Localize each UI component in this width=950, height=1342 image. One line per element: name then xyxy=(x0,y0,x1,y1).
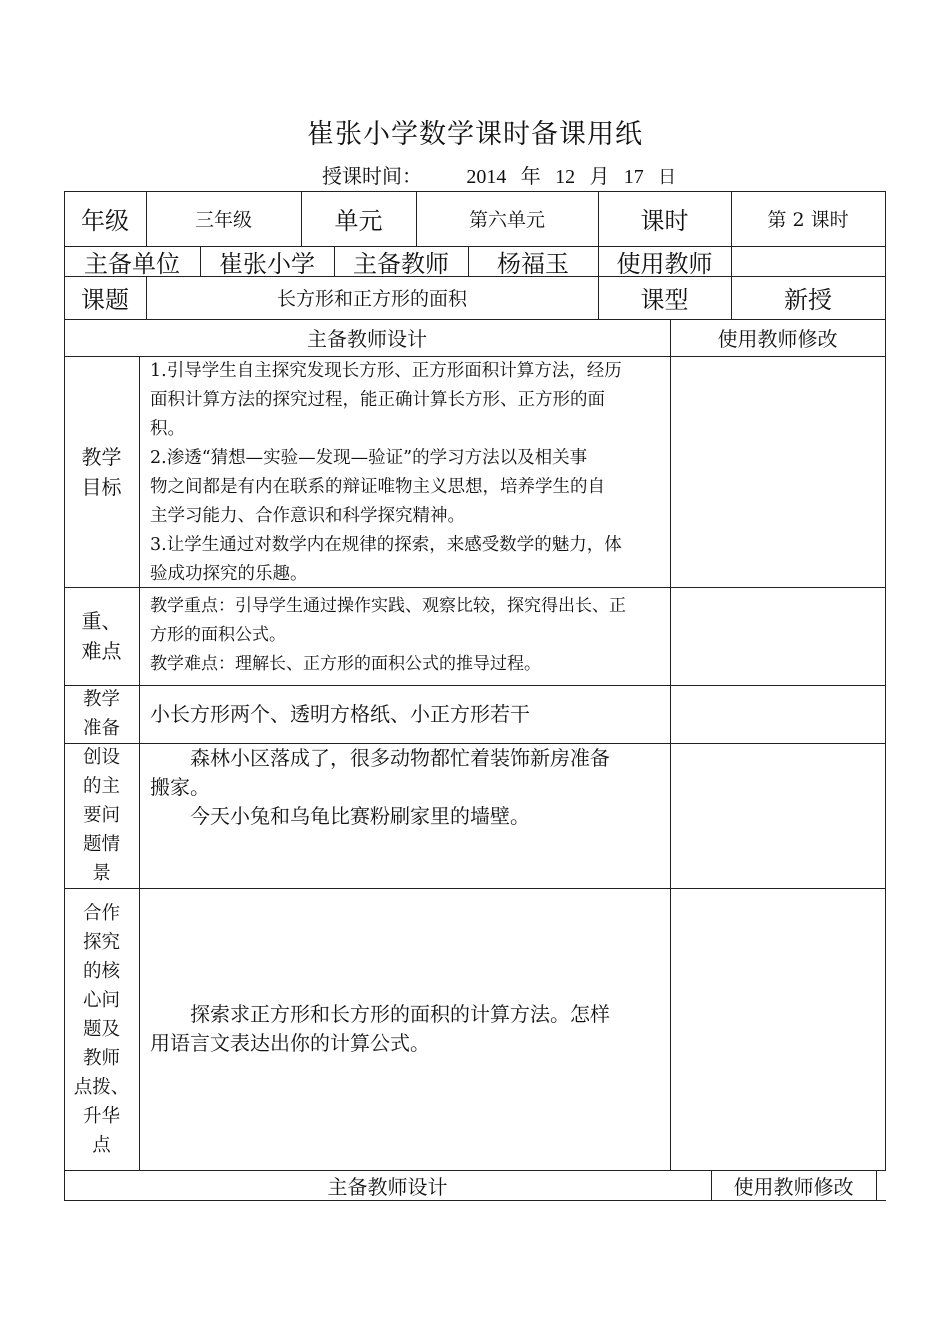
preparation-content: 小长方形两个、透明方格纸、小正方形若干 xyxy=(150,702,530,726)
goals-label: 教学 目标 xyxy=(81,444,122,499)
grade-label: 年级 xyxy=(81,207,129,235)
key-points-content: 教学重点：引导学生通过操作实践、观察比较，探究得出长、正 方形的面积公式。 教学难点：理解长、正方形的面积公式的推导过程。 xyxy=(150,596,626,674)
topic-label: 课题 xyxy=(81,286,129,314)
lesson-type-label: 课型 xyxy=(640,286,689,314)
goals-content: 1.引导学生自主探究发现长方形、正方形面积计算方法，经历 面积计算方法的探究过程，能正确计算长方形、正方形的面 积。 2.渗透“猜想—实验—发现—验证”的学习方法以及相关事 物之间都是有内在联系的辩证唯物主义思想，培养学生的自 主学习能力、合作意识和科学探究精神。 3.让学生通过对数学内在规律的探索，来感受数学的魅力，体 验成功探究的乐趣。 xyxy=(150,361,622,584)
modify-header: 使用教师修改 xyxy=(717,327,838,351)
footer-modify-header: 使用教师修改 xyxy=(733,1174,854,1199)
preparation-label: 教学 准备 xyxy=(82,689,120,739)
page-title: 崔张小学数学课时备课用纸 xyxy=(307,119,643,150)
date-year: 2014 xyxy=(466,166,507,188)
lesson-date xyxy=(322,160,676,189)
design-header: 主备教师设计 xyxy=(307,327,427,351)
date-month-unit: 月 xyxy=(589,164,610,188)
main-teacher-label: 主备教师 xyxy=(353,249,449,278)
footer-design-header: 主备教师设计 xyxy=(327,1174,448,1199)
date-month: 12 xyxy=(555,166,576,188)
date-day-unit: 日 xyxy=(658,167,677,188)
period-label: 课时 xyxy=(640,207,689,235)
period-value: 第 2 课时 xyxy=(767,209,849,231)
main-teacher-value: 杨福玉 xyxy=(497,249,569,278)
grade-value: 三年级 xyxy=(194,209,252,231)
using-teacher-value xyxy=(731,246,885,276)
date-day: 17 xyxy=(623,166,644,188)
scenario-label: 创设 的主 要问 题情 景 xyxy=(82,747,120,884)
main-unit-value: 崔张小学 xyxy=(219,249,315,278)
date-year-unit: 年 xyxy=(520,164,541,188)
main-unit-label: 主备单位 xyxy=(84,249,180,278)
core-question-label: 合作 探究 的核 心问 题及 教师 点拨、 升华 点 xyxy=(73,902,130,1156)
using-teacher-label: 使用教师 xyxy=(616,249,713,278)
key-points-label: 重、 难点 xyxy=(81,609,122,663)
date-label: 授课时间： xyxy=(322,164,422,188)
lesson-type-value: 新授 xyxy=(784,286,832,314)
topic-value: 长方形和正方形的面积 xyxy=(276,288,467,310)
unit-value: 第六单元 xyxy=(468,209,545,231)
scenario-content: 森林小区落成了，很多动物都忙着装饰新房准备 搬家。 今天小兔和乌龟比赛粉刷家里的墙壁。 xyxy=(150,746,610,828)
core-question-content: 探索求正方形和长方形的面积的计算方法。怎样 用语言文表达出你的计算公式。 xyxy=(150,1002,610,1055)
unit-label: 单元 xyxy=(334,207,383,235)
